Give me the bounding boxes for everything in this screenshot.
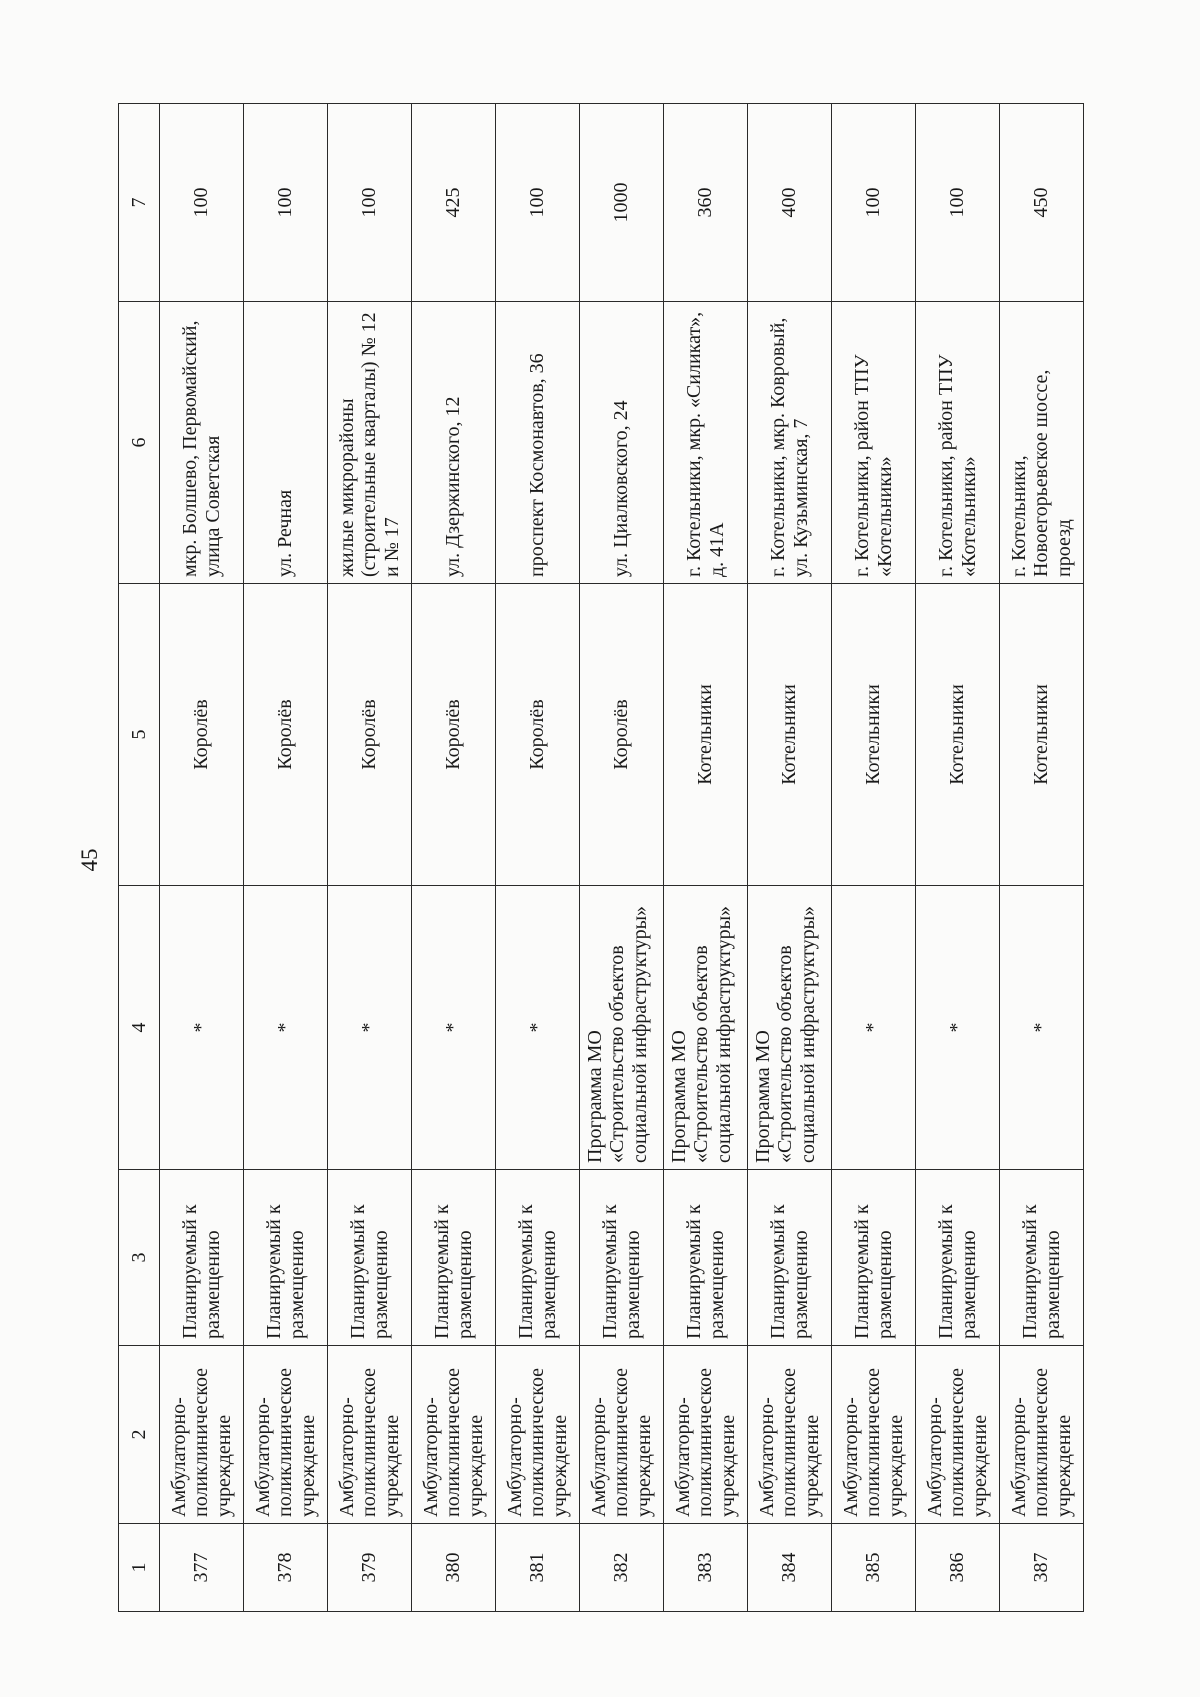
capacity-cell: 100	[832, 104, 916, 302]
row-number-cell: 386	[916, 1524, 1000, 1612]
table-row	[244, 104, 328, 1612]
facility-type-cell: Амбулаторно-поликлиническое учреждение	[328, 1346, 412, 1524]
capacity-cell: 400	[748, 104, 832, 302]
capacity-cell: 1000	[580, 104, 664, 302]
row-number-cell: 385	[832, 1524, 916, 1612]
table-row	[412, 104, 496, 1612]
program-cell: *	[244, 886, 328, 1170]
capacity-cell: 100	[328, 104, 412, 302]
status-cell: Планируемый к размещению	[1000, 1170, 1084, 1346]
program-cell: Программа МО «Строительство объектов социальной инфраструктуры»	[664, 886, 748, 1170]
city-cell: Королёв	[328, 584, 412, 886]
address-cell: г. Котельники, Новоегорьевское шоссе, проезд	[1000, 302, 1084, 584]
table-row	[496, 104, 580, 1612]
address-cell: ул. Речная	[244, 302, 328, 584]
status-cell: Планируемый к размещению	[580, 1170, 664, 1346]
header-cell: 5	[119, 584, 160, 886]
program-cell: *	[328, 886, 412, 1170]
row-number-cell: 381	[496, 1524, 580, 1612]
header-cell: 4	[119, 886, 160, 1170]
address-cell: мкр. Болшево, Первомайский, улица Советская	[160, 302, 244, 584]
address-cell: г. Котельники, мкр. Ковровый, ул. Кузьминская, 7	[748, 302, 832, 584]
address-cell: проспект Космонавтов, 36	[496, 302, 580, 584]
capacity-cell: 425	[412, 104, 496, 302]
program-cell: *	[412, 886, 496, 1170]
program-cell: Программа МО «Строительство объектов социальной инфраструктуры»	[748, 886, 832, 1170]
capacity-cell: 100	[160, 104, 244, 302]
city-cell: Королёв	[412, 584, 496, 886]
facility-type-cell: Амбулаторно-поликлиническое учреждение	[832, 1346, 916, 1524]
program-cell: Программа МО «Строительство объектов социальной инфраструктуры»	[580, 886, 664, 1170]
table-row	[328, 104, 412, 1612]
city-cell: Королёв	[580, 584, 664, 886]
status-cell: Планируемый к размещению	[748, 1170, 832, 1346]
status-cell: Планируемый к размещению	[244, 1170, 328, 1346]
page-number: 45	[77, 848, 102, 872]
city-cell: Королёв	[244, 584, 328, 886]
header-cell: 2	[119, 1346, 160, 1524]
table-row	[748, 104, 832, 1612]
program-cell: *	[496, 886, 580, 1170]
city-cell: Котельники	[1000, 584, 1084, 886]
facility-type-cell: Амбулаторно-поликлиническое учреждение	[664, 1346, 748, 1524]
table-row	[160, 104, 244, 1612]
rotated-table-container	[118, 104, 1084, 1612]
row-number-cell: 387	[1000, 1524, 1084, 1612]
address-cell: г. Котельники, район ТПУ «Котельники»	[916, 302, 1000, 584]
facility-type-cell: Амбулаторно-поликлиническое учреждение	[496, 1346, 580, 1524]
status-cell: Планируемый к размещению	[832, 1170, 916, 1346]
facility-type-cell: Амбулаторно-поликлиническое учреждение	[160, 1346, 244, 1524]
table-header-row	[119, 104, 160, 1612]
address-cell: жилые микрорайоны (строительные кварталы) № 12 и № 17	[328, 302, 412, 584]
program-cell: *	[1000, 886, 1084, 1170]
table-row	[916, 104, 1000, 1612]
row-number-cell: 384	[748, 1524, 832, 1612]
program-cell: *	[160, 886, 244, 1170]
table-row	[580, 104, 664, 1612]
table-row	[832, 104, 916, 1612]
facility-type-cell: Амбулаторно-поликлиническое учреждение	[748, 1346, 832, 1524]
address-cell: г. Котельники, район ТПУ «Котельники»	[832, 302, 916, 584]
row-number-cell: 383	[664, 1524, 748, 1612]
capacity-cell: 100	[244, 104, 328, 302]
facility-type-cell: Амбулаторно-поликлиническое учреждение	[916, 1346, 1000, 1524]
city-cell: Котельники	[664, 584, 748, 886]
facility-type-cell: Амбулаторно-поликлиническое учреждение	[580, 1346, 664, 1524]
facility-type-cell: Амбулаторно-поликлиническое учреждение	[1000, 1346, 1084, 1524]
status-cell: Планируемый к размещению	[664, 1170, 748, 1346]
facilities-table	[118, 103, 1084, 1612]
city-cell: Котельники	[832, 584, 916, 886]
address-cell: ул. Циалковского, 24	[580, 302, 664, 584]
program-cell: *	[916, 886, 1000, 1170]
program-cell: *	[832, 886, 916, 1170]
address-cell: ул. Дзержинского, 12	[412, 302, 496, 584]
facility-type-cell: Амбулаторно-поликлиническое учреждение	[244, 1346, 328, 1524]
table-row	[1000, 104, 1084, 1612]
city-cell: Королёв	[160, 584, 244, 886]
status-cell: Планируемый к размещению	[160, 1170, 244, 1346]
capacity-cell: 100	[916, 104, 1000, 302]
city-cell: Котельники	[916, 584, 1000, 886]
capacity-cell: 100	[496, 104, 580, 302]
status-cell: Планируемый к размещению	[916, 1170, 1000, 1346]
table-row	[664, 104, 748, 1612]
header-cell: 7	[119, 104, 160, 302]
city-cell: Королёв	[496, 584, 580, 886]
row-number-cell: 382	[580, 1524, 664, 1612]
status-cell: Планируемый к размещению	[496, 1170, 580, 1346]
header-cell: 3	[119, 1170, 160, 1346]
row-number-cell: 377	[160, 1524, 244, 1612]
header-cell: 6	[119, 302, 160, 584]
capacity-cell: 360	[664, 104, 748, 302]
city-cell: Котельники	[748, 584, 832, 886]
capacity-cell: 450	[1000, 104, 1084, 302]
status-cell: Планируемый к размещению	[412, 1170, 496, 1346]
row-number-cell: 380	[412, 1524, 496, 1612]
facility-type-cell: Амбулаторно-поликлиническое учреждение	[412, 1346, 496, 1524]
row-number-cell: 378	[244, 1524, 328, 1612]
header-cell: 1	[119, 1524, 160, 1612]
status-cell: Планируемый к размещению	[328, 1170, 412, 1346]
row-number-cell: 379	[328, 1524, 412, 1612]
address-cell: г. Котельники, мкр. «Силикат», д. 41А	[664, 302, 748, 584]
